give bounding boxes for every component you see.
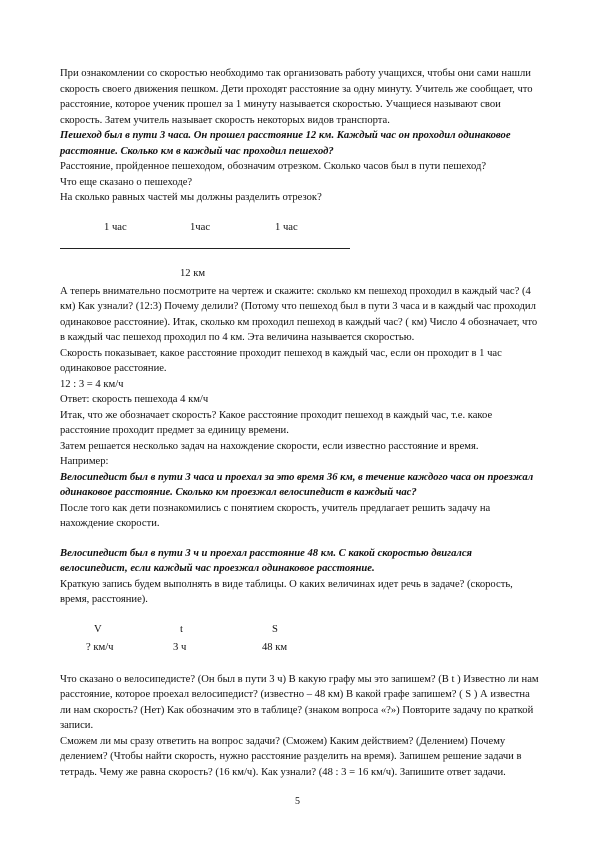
short-record-table <box>60 618 540 662</box>
segment-diagram <box>60 220 540 284</box>
paragraph: Что еще сказано о пешеходе? <box>60 176 193 188</box>
page-number: 5 <box>295 796 300 807</box>
hour-label: 1час <box>190 221 211 233</box>
distance-segment <box>60 248 350 249</box>
paragraph: А теперь внимательно посмотрите на чертеж и скажите: сколько км пешеход проходил в каждый час? (4 км) Как узнали? (12:3) Почему делили? (Потому что пешеход был в пути 3 часа и в каждый час проходил одинаковое расстояние). Итак, сколько км проходил пешеход в каждый час? ( км) Число 4 обозначает, что в каждый час пешеход проходил по 4 км. Эта величина называется скоростью. <box>60 285 538 343</box>
total-distance-label: 12 км <box>180 267 206 279</box>
paragraph: На сколько равных частей мы должны разделить отрезок? <box>60 192 322 203</box>
problem-cyclist-2: Велосипедист был в пути 3 ч и проехал расстояние 48 км. С какой скоростью двигался велосипедист, если каждый час проезжал одинаковое расстояние. <box>60 547 472 574</box>
table-cell: 3 ч <box>173 641 187 653</box>
table-cell: ? км/ч <box>86 641 114 653</box>
paragraph: Затем решается несколько задач на нахождение скорости, если известно расстояние и время. <box>60 440 479 452</box>
paragraph: Итак, что же обозначает скорость? Какое расстояние проходит пешеход в каждый час, т.е. какое расстояние проходит предмет за единицу времени. <box>60 409 493 436</box>
paragraph: После того как дети познакомились с понятием скорость, учитель предлагает решить задачу на нахождение скорости. <box>60 502 491 529</box>
table-header: V <box>94 623 102 635</box>
table-header: t <box>180 623 183 635</box>
answer: Ответ: скорость пешехода 4 км/ч <box>60 394 209 405</box>
formula: 12 : 3 = 4 км/ч <box>60 378 124 390</box>
hour-label: 1 час <box>275 221 298 233</box>
paragraph: Сможем ли мы сразу ответить на вопрос задачи? (Сможем) Каким действием? (Делением) Почему делением? (Чтобы найти скорость, нужно расстояние разделить на время). Запишем решение задачи в тетрадь. Чему же равна скорость? (16 км/ч). Как узнали? (48 : 3 = 16 км/ч). Запишите ответ задачи. <box>60 735 522 778</box>
paragraph: Расстояние, пройденное пешеходом, обозначим отрезком. Сколько часов был в пути пешеход? <box>60 161 487 172</box>
intro-paragraph: При ознакомлении со скоростью необходимо так организовать работу учащихся, чтобы они сами нашли скорость своего движения пешком. Дети проходят расстояние за одну минуту. Учитель же сообщает, что расстояние, которое ученик прошел за 1 минуту называется скоростью. Учащиеся называют свои скорость. Затем учитель называет скорость некоторых видов транспорта. <box>60 68 533 126</box>
hour-label: 1 час <box>104 221 127 233</box>
problem-cyclist-1: Велосипедист был в пути 3 часа и проехал за это время 36 км, в течение каждого часа он проезжал одинаковое расстояние. Сколько км проезжал велосипедист в каждый час? <box>60 471 534 498</box>
paragraph: Скорость показывает, какое расстояние проходит пешеход в каждый час, если он проходит в 1 час одинаковое расстояние. <box>60 347 502 374</box>
paragraph: Краткую запись будем выполнять в виде таблицы. О каких величинах идет речь в задаче? (скорость, время, расстояние). <box>60 578 513 605</box>
paragraph: Что сказано о велосипедисте? (Он был в пути 3 ч) В какую графу мы это запишем? (В t ) Известно ли нам расстояние, которое проехал велосипедист? (известно – 48 км) В какой графе запишем? ( S ) А известна ли нам скорость? (Нет) Как обозначим это в таблице? (знаком вопроса «?») Повторите задачу по краткой записи. <box>60 673 539 731</box>
paragraph: Например: <box>60 456 109 467</box>
table-cell: 48 км <box>262 641 288 653</box>
document-body <box>60 66 540 780</box>
table-header: S <box>272 623 278 635</box>
problem-pedestrian: Пешеход был в пути 3 часа. Он прошел расстояние 12 км. Каждый час он проходил одинаковое расстояние. Сколько км в каждый час проходил пешеход? <box>60 130 511 157</box>
